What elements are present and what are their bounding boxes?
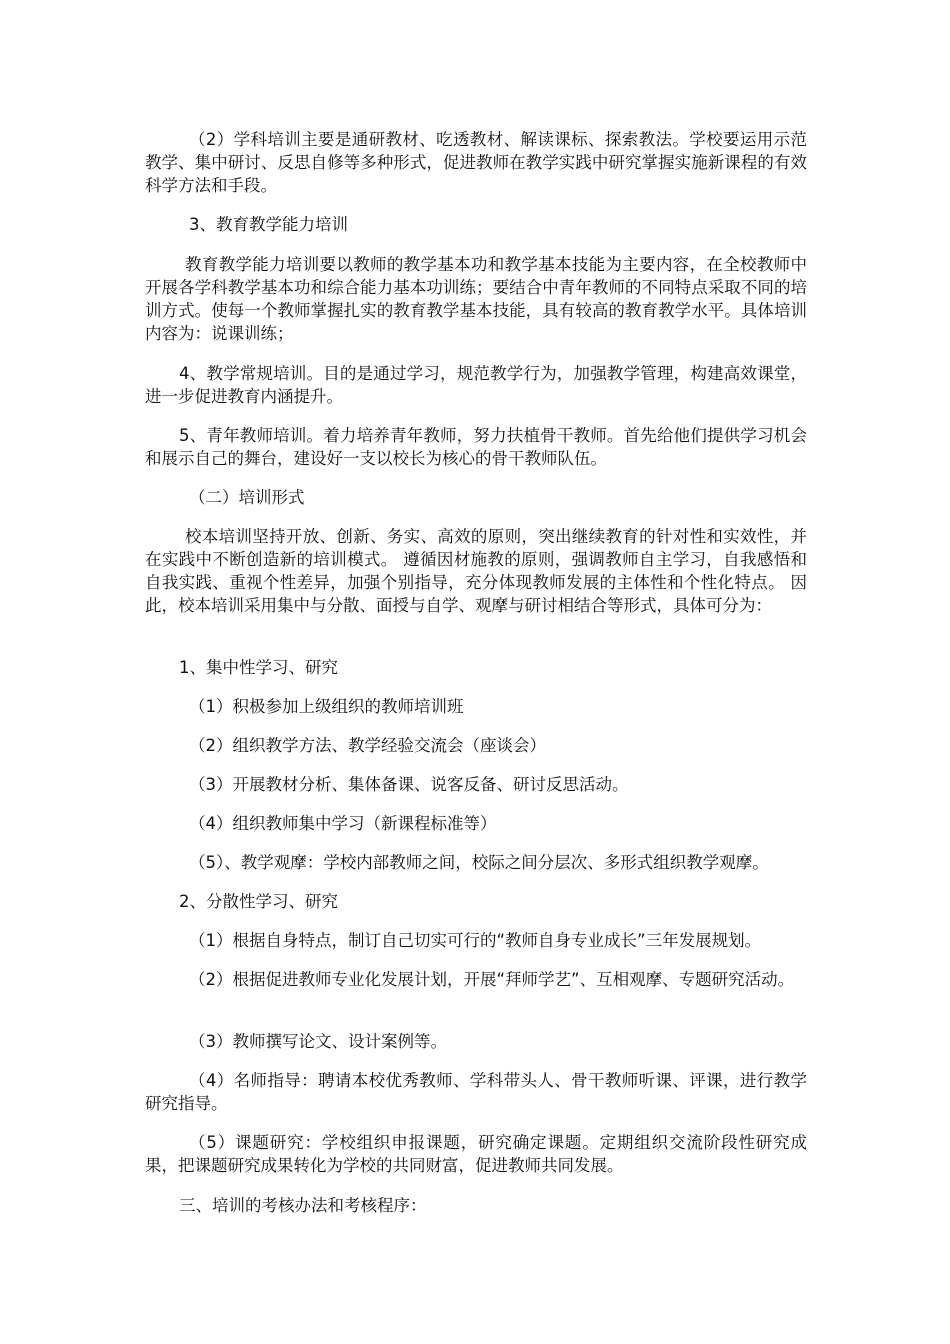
list-item-centralized-2: （2）组织教学方法、教学经验交流会（座谈会） [189, 736, 546, 755]
list-item-distributed-3: （3）教师撰写论文、设计案例等。 [189, 1032, 447, 1051]
paragraph-subject-training: （2）学科培训主要是通研教材、吃透教材、解读课标、探索教法。学校要运用示范教学、集中研讨、反思自修等多种形式，促进教师在教学实践中研究掌握实施新课程的有效科学方法和手段。 [145, 130, 807, 195]
paragraph-training-principles: 校本培训坚持开放、创新、务实、高效的原则，突出继续教育的针对性和实效性，并在实践中不断创造新的培训模式。 遵循因材施教的原则，强调教师自主学习，自我感悟和自我实践、重视个性差异，加强个别指导，充分体现教师发展的主体性和个性化特点。 因此，校本培训采用集中与分散、面授与自学、观摩与研讨相结合等形式，具体可分为： [145, 527, 807, 615]
heading-assessment-methods: 三、培训的考核办法和考核程序： [179, 1196, 427, 1215]
paragraph-young-teacher-training: 5、青年教师培训。着力培养青年教师，努力扶植骨干教师。首先给他们提供学习机会和展示自己的舞台，建设好一支以校长为核心的骨干教师队伍。 [145, 426, 807, 468]
paragraph-routine-training: 4、教学常规培训。目的是通过学习，规范教学行为，加强教学管理，构建高效课堂，进一步促进教育内涵提升。 [145, 364, 807, 406]
list-item-centralized-3: （3）开展教材分析、集体备课、说客反备、研讨反思活动。 [189, 775, 629, 794]
list-item-distributed-2: （2）根据促进教师专业化发展计划，开展“拜师学艺”、互相观摩、专题研究活动。 [189, 970, 795, 989]
heading-training-forms: （二）培训形式 [189, 488, 305, 507]
list-item-distributed-1: （1）根据自身特点，制订自己切实可行的“教师自身专业成长”三年发展规划。 [189, 931, 762, 950]
paragraph-teaching-ability-training: 教育教学能力培训要以教师的教学基本功和教学基本技能为主要内容，在全校教师中开展各学科教学基本功和综合能力基本功训练；要结合中青年教师的不同特点采取不同的培训方式。使每一个教师掌握扎实的教育教学基本技能，具有较高的教育教学水平。具体培训内容为：说课训练； [145, 255, 807, 343]
list-item-distributed-5: （5）课题研究：学校组织申报课题，研究确定课题。定期组织交流阶段性研究成果，把课题研究成果转化为学校的共同财富，促进教师共同发展。 [145, 1133, 807, 1175]
list-item-centralized-1: （1）积极参加上级组织的教师培训班 [189, 697, 464, 716]
heading-distributed-learning: 2、分散性学习、研究 [179, 892, 338, 911]
heading-teaching-ability-training: 3、教育教学能力培训 [189, 215, 348, 234]
list-item-centralized-4: （4）组织教师集中学习（新课程标准等） [189, 814, 497, 833]
list-item-distributed-4: （4）名师指导：聘请本校优秀教师、学科带头人、骨干教师听课、评课，进行教学研究指导。 [145, 1071, 807, 1113]
heading-centralized-learning: 1、集中性学习、研究 [179, 658, 338, 677]
list-item-centralized-5: （5）、教学观摩：学校内部教师之间，校际之间分层次、多形式组织教学观摩。 [189, 853, 769, 872]
